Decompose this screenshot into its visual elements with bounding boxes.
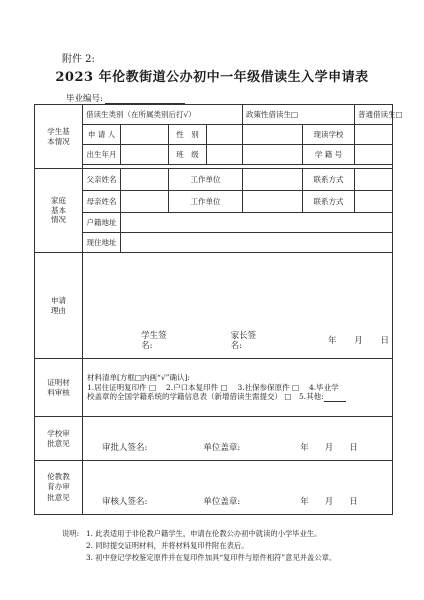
approver-sign-label: 审批人签名: <box>102 443 148 454</box>
day-label: 日 <box>349 497 358 508</box>
month-label: 月 <box>354 336 363 347</box>
section-student-info: 学生基 本情况 <box>35 105 83 169</box>
graduation-number-field[interactable] <box>105 93 185 104</box>
attachment-label: 附件 2: <box>62 54 95 65</box>
section-office-review: 伦教教 育办审 批意见 <box>35 461 83 515</box>
father-name-field[interactable] <box>121 169 169 191</box>
form-title: 2023 年伦教街道公办初中一年级借读生入学申请表 <box>55 70 369 85</box>
year-label: 年 <box>328 336 337 347</box>
day-label: 日 <box>349 443 358 454</box>
class-field[interactable] <box>207 145 243 165</box>
section-application-reason: 申请 理由 <box>35 253 83 359</box>
note-item-1: 1. 此表适用于非伦教户籍学生，申请在伦教公办初中就读的小学毕业生。 <box>86 529 322 538</box>
other-material-field[interactable] <box>324 393 346 402</box>
graduation-number-label: 毕业编号: <box>66 94 103 104</box>
type-general-checkbox[interactable]: 普通借读生□ <box>355 105 393 125</box>
mother-work-field[interactable] <box>243 191 303 213</box>
application-reason-field[interactable] <box>83 253 393 359</box>
mother-name-field[interactable] <box>121 191 169 213</box>
month-label: 月 <box>324 497 334 508</box>
reviewer-sign-label: 审核人签名: <box>102 497 148 508</box>
mother-contact-label: 联系方式 <box>303 191 355 213</box>
applicant-field[interactable] <box>121 125 169 145</box>
student-sign-label: 学生签名: <box>141 330 167 352</box>
blank-cell <box>243 145 303 165</box>
gender-label: 性 别 <box>169 125 207 145</box>
applicant-label: 申 请 人 <box>83 125 121 145</box>
birth-field[interactable] <box>121 145 169 165</box>
student-no-field[interactable] <box>355 145 393 165</box>
class-label: 班 级 <box>169 145 207 165</box>
month-label: 月 <box>324 443 334 454</box>
section-family-info: 家庭 基本 情况 <box>35 169 83 253</box>
household-address-field[interactable] <box>121 213 393 233</box>
materials-checklist[interactable] <box>83 359 393 417</box>
graduation-number <box>66 92 185 104</box>
materials-items-1: 1.居住证明复印件 □ 2.户口本复印件 □ 3.社保参保原件 □ 4.毕业学 <box>87 382 339 392</box>
current-school-label: 现读学校 <box>303 125 355 145</box>
household-address-label: 户籍地址 <box>83 213 121 233</box>
year-label: 年 <box>300 443 309 454</box>
materials-items-2: 校盖章的全国学籍系统的学籍信息表（新增借读生需提交） □ 5.其他: <box>87 392 324 402</box>
mother-contact-field[interactable] <box>355 191 393 213</box>
section-school-review: 学校审 批意见 <box>35 417 83 461</box>
mother-name-label: 母亲姓名 <box>83 191 121 213</box>
father-work-label: 工作单位 <box>169 169 243 191</box>
father-contact-field[interactable] <box>355 169 393 191</box>
residence-address-field[interactable] <box>121 233 393 253</box>
father-work-field[interactable] <box>243 169 303 191</box>
note-item-2: 2. 同时提交证明材料，并将材料复印件附在表后。 <box>86 541 249 551</box>
school-seal-label: 单位盖章: <box>203 443 241 454</box>
student-no-label: 学 籍 号 <box>303 145 355 165</box>
blank-cell <box>243 125 303 145</box>
notes-label: 说明: <box>62 529 80 538</box>
school-review-field[interactable] <box>83 417 393 461</box>
residence-address-label: 现住地址 <box>83 233 121 253</box>
current-school-field[interactable] <box>355 125 393 145</box>
application-form-table <box>34 104 403 515</box>
office-review-field[interactable] <box>83 461 393 515</box>
mother-work-label: 工作单位 <box>169 191 243 213</box>
father-contact-label: 联系方式 <box>303 169 355 191</box>
office-seal-label: 单位盖章: <box>203 497 241 508</box>
student-type-prompt: 借读生类别（在所属类别后打√） <box>83 105 243 125</box>
birth-label: 出生年月 <box>83 145 121 165</box>
section-materials-review: 证明材 料审核 <box>35 359 83 417</box>
note-item-3: 3. 初中登记学校鉴定原件并在复印件加具“复印件与原件相符”意见并盖公章。 <box>86 553 337 563</box>
gender-field[interactable] <box>207 125 243 145</box>
father-name-label: 父亲姓名 <box>83 169 121 191</box>
day-label: 日 <box>380 336 390 347</box>
type-policy-checkbox[interactable]: 政策性借读生□ <box>243 105 355 125</box>
materials-intro: 材料清单[方框□内画“√”确认]: <box>87 373 190 383</box>
year-label: 年 <box>300 497 309 508</box>
notes-section <box>62 528 402 564</box>
parent-sign-label: 家长签名: <box>230 330 257 352</box>
